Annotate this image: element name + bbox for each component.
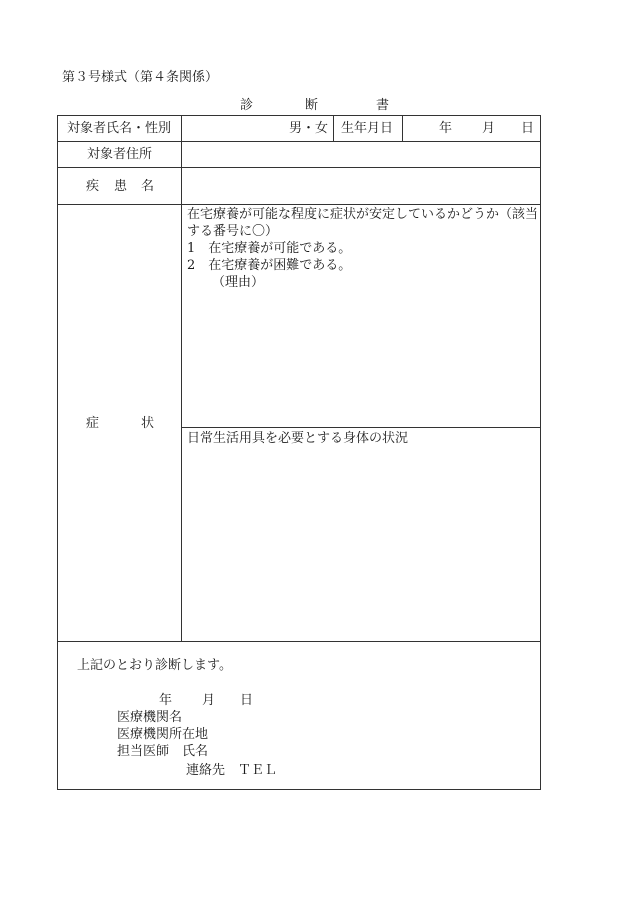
contact-tel-label: 連絡先 ＴＥＬ [186,763,278,778]
institution-name-label: 医療機関名 [117,710,183,725]
date-year-label: 年 [159,693,173,708]
option-home-care-possible[interactable]: 1 在宅療養が可能である。 [187,241,352,256]
disease-label-char-1: 疾 [86,179,100,194]
symptoms-label-char-2: 状 [141,416,155,431]
date-month-label: 月 [202,693,216,708]
column-divider [333,115,334,141]
row-divider [57,204,541,205]
address-field[interactable] [182,142,540,166]
symptoms-label-char-1: 症 [86,416,100,431]
home-care-question: 在宅療養が可能な程度に症状が安定しているかどうか（該当する番号に〇） [187,207,539,239]
reason-field[interactable] [182,292,540,426]
row-divider [181,427,541,428]
dob-year-label: 年 [439,121,453,136]
row-divider [57,641,541,642]
date-day-label: 日 [240,693,254,708]
reason-label: （理由） [212,275,265,290]
title-char-3: 書 [376,98,390,113]
title-char-2: 断 [305,98,319,113]
column-divider [402,115,403,141]
daily-life-equipment-label: 日常生活用具を必要とする身体の状況 [187,431,409,446]
title-char-1: 診 [240,98,254,113]
institution-address-label: 医療機関所在地 [117,727,209,742]
subject-name-label: 対象者氏名・性別 [67,121,172,136]
sex-options[interactable]: 男・女 [289,121,329,136]
dob-day-label: 日 [521,121,535,136]
disease-name-field[interactable] [182,168,540,203]
disease-label-char-2: 患 [114,179,128,194]
disease-label-char-3: 名 [141,179,155,194]
address-label: 対象者住所 [87,147,153,162]
dob-label: 生年月日 [341,121,394,136]
dob-month-label: 月 [482,121,496,136]
doctor-name-label: 担当医師 氏名 [117,744,209,759]
option-home-care-difficult[interactable]: 2 在宅療養が困難である。 [187,258,352,273]
diagnosis-statement: 上記のとおり診断します。 [77,658,232,673]
form-number-label: 第３号様式（第４条関係） [62,70,219,85]
daily-life-equipment-field[interactable] [182,448,540,640]
